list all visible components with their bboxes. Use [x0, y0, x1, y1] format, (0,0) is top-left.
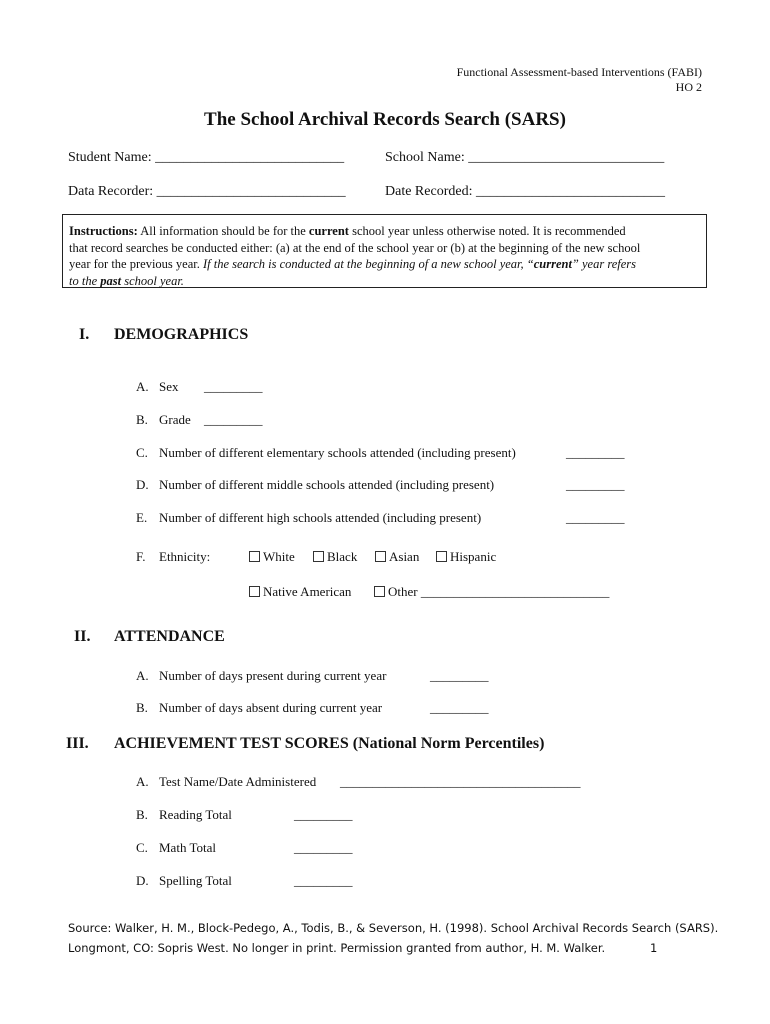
ethnicity-other-blank[interactable]: _____________________________ [420, 584, 610, 599]
item-letter: C. [136, 840, 148, 855]
reading-total-blank[interactable]: _________ [294, 807, 353, 822]
spelling-total-blank[interactable]: _________ [294, 873, 353, 888]
ethnicity-white-option[interactable] [249, 549, 295, 565]
attendance-present-item [136, 668, 387, 684]
school-name-blank[interactable]: ____________________________ [468, 150, 665, 165]
item-letter: C. [136, 445, 148, 460]
instructions-italic-4: school year. [121, 273, 184, 288]
spelling-total-item [136, 873, 232, 889]
test-name-date-blank[interactable]: _____________________________________ [340, 774, 581, 789]
footer-source-line-1: Source: Walker, H. M., Block-Pedego, A., Todis, B., & Severson, H. (1998). School Archival Records Search (SARS). [68, 921, 719, 935]
header-handout-number: HO 2 [675, 80, 702, 94]
option-label: White [263, 549, 295, 564]
item-label: Ethnicity: [159, 549, 211, 564]
elementary-schools-blank[interactable]: _________ [566, 445, 625, 460]
math-total-blank[interactable]: _________ [294, 840, 353, 855]
checkbox-icon[interactable] [375, 551, 386, 562]
date-recorded-label: Date Recorded: [385, 184, 473, 199]
item-label: Number of different middle schools attended (including present) [159, 477, 495, 492]
page-number: 1 [650, 941, 658, 955]
data-recorder-label: Data Recorder: [68, 184, 154, 199]
sex-blank[interactable]: _________ [204, 379, 263, 394]
item-label: Test Name/Date Administered [159, 774, 317, 789]
instructions-line-1 [69, 223, 700, 240]
high-schools-blank[interactable]: _________ [566, 510, 625, 525]
date-recorded-blank[interactable]: ___________________________ [475, 184, 665, 199]
date-recorded-field [385, 184, 665, 200]
demographics-middle-item [136, 477, 495, 493]
grade-blank[interactable]: _________ [204, 412, 263, 427]
ethnicity-asian-option[interactable] [375, 549, 419, 565]
instructions-current-emphasis: current [308, 224, 349, 238]
middle-schools-blank[interactable]: _________ [566, 477, 625, 492]
instructions-text-1: All information should be for the [137, 224, 309, 238]
data-recorder-blank[interactable]: ___________________________ [156, 184, 346, 199]
math-total-item [136, 840, 216, 856]
instructions-current-emphasis-2: current [533, 257, 572, 271]
page-title: The School Archival Records Search (SARS) [204, 109, 566, 130]
item-label: Number of different elementary schools attended (including present) [159, 445, 516, 460]
item-letter: A. [136, 668, 149, 683]
demographics-elementary-item [136, 445, 516, 461]
demographics-high-item [136, 510, 482, 526]
item-label: Number of different high schools attended (including present) [159, 510, 482, 525]
item-label: Sex [159, 379, 179, 394]
instructions-italic-2: ” year refers [571, 257, 637, 271]
ethnicity-hispanic-option[interactable] [436, 549, 496, 565]
school-name-label: School Name: [385, 150, 465, 165]
instructions-past-emphasis: past [100, 273, 122, 288]
instructions-italic-3: to the [69, 273, 101, 288]
test-name-date-item [136, 774, 317, 790]
item-letter: B. [136, 412, 148, 427]
school-name-field [385, 150, 664, 166]
item-label: Number of days present during current year [159, 668, 387, 683]
instructions-italic-1: If the search is conducted at the beginning of a new school year, “ [202, 257, 534, 271]
ethnicity-black-option[interactable] [313, 549, 357, 565]
item-label: Reading Total [159, 807, 232, 822]
instructions-text-3: year for the previous year. [69, 257, 203, 271]
ethnicity-other-option[interactable] [374, 584, 609, 600]
section-1-number: I. [79, 326, 90, 343]
item-label: Spelling Total [159, 873, 232, 888]
header-program-title: Functional Assessment-based Interventions (FABI) [456, 65, 702, 79]
checkbox-icon[interactable] [249, 586, 260, 597]
item-label: Grade [159, 412, 191, 427]
student-name-label: Student Name: [68, 150, 152, 165]
instructions-label: Instructions: [69, 224, 138, 238]
ethnicity-native-american-option[interactable] [249, 584, 351, 600]
checkbox-icon[interactable] [374, 586, 385, 597]
checkbox-icon[interactable] [436, 551, 447, 562]
reading-total-item [136, 807, 232, 823]
checkbox-icon[interactable] [313, 551, 324, 562]
item-letter: D. [136, 873, 149, 888]
item-label: Number of days absent during current year [159, 700, 383, 715]
demographics-ethnicity-item [136, 549, 211, 565]
instructions-line-4 [69, 273, 700, 290]
data-recorder-field [68, 184, 346, 200]
option-label: Other [388, 584, 418, 599]
item-letter: D. [136, 477, 149, 492]
option-label: Asian [389, 549, 420, 564]
attendance-absent-item [136, 700, 383, 716]
option-label: Black [327, 549, 358, 564]
section-2-number: II. [74, 628, 91, 645]
item-letter: B. [136, 700, 148, 715]
option-label: Native American [263, 584, 352, 599]
item-letter: A. [136, 774, 149, 789]
footer-source-line-2: Longmont, CO: Sopris West. No longer in print. Permission granted from author, H. M. Walker. [68, 941, 606, 955]
instructions-line-3 [69, 256, 700, 273]
instructions-text-2: school year unless otherwise noted. It is recommended [348, 224, 626, 238]
section-2-title: ATTENDANCE [114, 628, 225, 645]
section-3-number: III. [66, 735, 89, 752]
item-letter: A. [136, 379, 149, 394]
option-label: Hispanic [450, 549, 497, 564]
item-label: Math Total [159, 840, 216, 855]
instructions-box [62, 214, 707, 288]
demographics-sex-item [136, 379, 179, 395]
section-1-title: DEMOGRAPHICS [114, 326, 249, 343]
item-letter: E. [136, 510, 148, 525]
student-name-field [68, 150, 344, 166]
instructions-line-2: that record searches be conducted either: (a) at the end of the school year or (b) at the beginning of the new school [69, 240, 641, 255]
student-name-blank[interactable]: ___________________________ [155, 150, 345, 165]
days-present-blank[interactable]: _________ [430, 668, 489, 683]
demographics-grade-item [136, 412, 191, 428]
item-letter: B. [136, 807, 148, 822]
section-3-title: ACHIEVEMENT TEST SCORES (National Norm Percentiles) [114, 735, 545, 752]
checkbox-icon[interactable] [249, 551, 260, 562]
days-absent-blank[interactable]: _________ [430, 700, 489, 715]
item-letter: F. [136, 549, 146, 564]
